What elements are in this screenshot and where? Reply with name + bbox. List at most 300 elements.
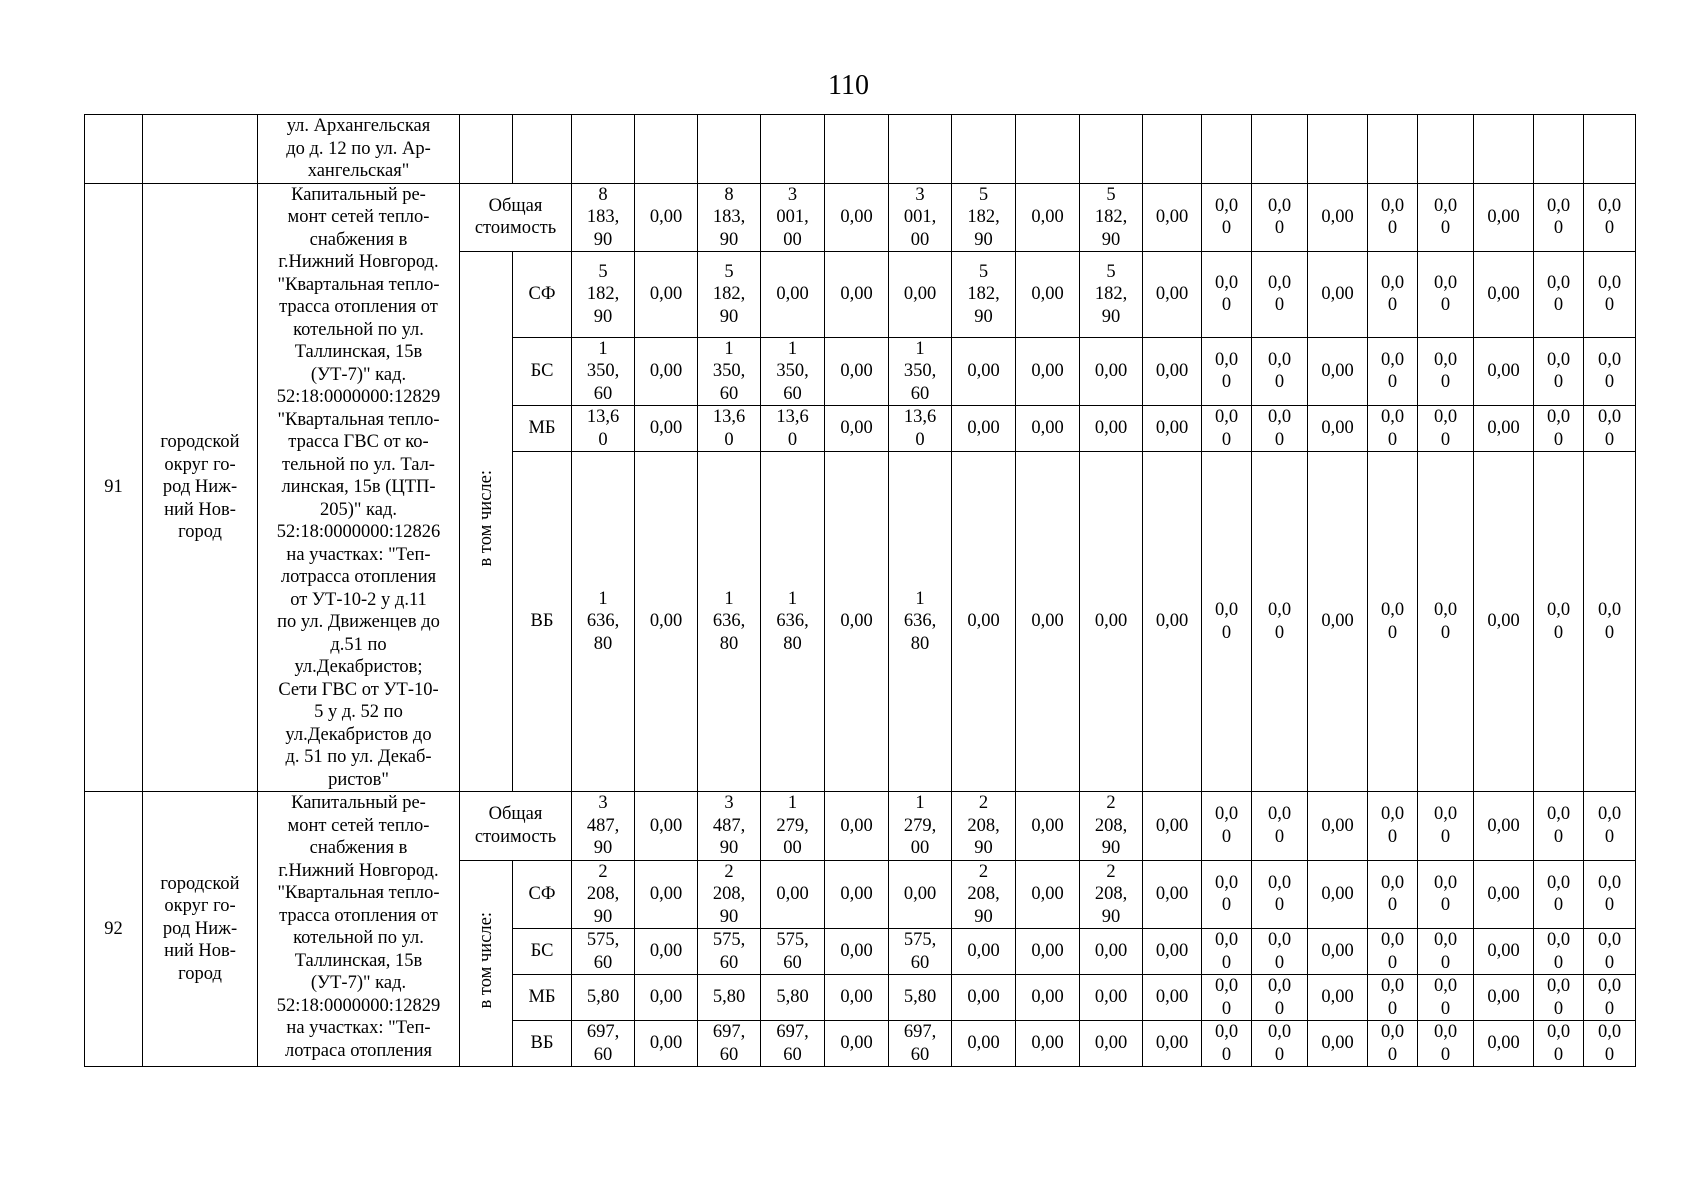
value-line: 00 bbox=[783, 838, 802, 858]
value-line: 0,0 bbox=[1433, 804, 1458, 825]
value-cell bbox=[1252, 452, 1308, 792]
value-cell bbox=[1016, 1021, 1080, 1067]
table-cell bbox=[1474, 115, 1534, 184]
value-cell bbox=[635, 975, 698, 1021]
value-line: 0,00 bbox=[967, 1033, 1000, 1054]
value-line: 90 bbox=[1101, 306, 1121, 327]
value-line: 0 bbox=[1221, 895, 1232, 916]
value-line: 90 bbox=[719, 906, 739, 927]
value-line: 0,0 bbox=[1597, 272, 1622, 293]
value-cell bbox=[1418, 1021, 1474, 1067]
value-cell bbox=[1418, 406, 1474, 452]
value-line: 0,0 bbox=[1267, 349, 1292, 370]
value-line: 0 bbox=[1553, 372, 1564, 393]
value-line: 0,0 bbox=[1433, 349, 1458, 370]
value-line: 1 bbox=[915, 793, 925, 813]
value-cell bbox=[1080, 337, 1143, 406]
value-line: 0,0 bbox=[1267, 930, 1292, 950]
value-cell bbox=[1080, 975, 1143, 1021]
value-cell bbox=[1474, 452, 1534, 792]
value-cell bbox=[1418, 452, 1474, 792]
value-line: 5 bbox=[1106, 261, 1116, 282]
value-line: 0,00 bbox=[1321, 941, 1354, 962]
total-cost-line: стоимость bbox=[474, 826, 557, 847]
value-line: 0,00 bbox=[1487, 884, 1520, 904]
value-cell bbox=[1202, 183, 1252, 252]
value-cell bbox=[952, 860, 1016, 929]
value-cell bbox=[1584, 183, 1636, 252]
value-line: 5 bbox=[724, 261, 734, 282]
value-line: 697, bbox=[586, 1022, 620, 1042]
value-line: 0 bbox=[1221, 429, 1232, 450]
value-line: 0,0 bbox=[1380, 272, 1405, 293]
value-cell bbox=[1252, 929, 1308, 975]
value-line: 0,00 bbox=[1031, 284, 1064, 304]
funding-source-label: МБ bbox=[513, 406, 572, 452]
program-table bbox=[84, 114, 1636, 1067]
description-line: (УТ-7)" кад. bbox=[310, 364, 407, 385]
value-cell bbox=[1202, 252, 1252, 338]
value-line: 0,0 bbox=[1546, 976, 1571, 996]
value-line: 636, bbox=[712, 611, 746, 632]
value-line: 0 bbox=[1221, 295, 1232, 316]
value-line: 0,0 bbox=[1546, 930, 1571, 950]
description-line: монт сетей тепло- bbox=[287, 207, 430, 227]
value-line: 182, bbox=[1094, 207, 1128, 227]
value-cell bbox=[1534, 975, 1584, 1021]
value-cell bbox=[1584, 406, 1636, 452]
territory-line: ний Нов- bbox=[164, 499, 236, 520]
value-cell bbox=[1584, 792, 1636, 861]
value-line: 0,00 bbox=[649, 941, 683, 962]
value-line: 60 bbox=[719, 1044, 739, 1065]
value-cell bbox=[1308, 183, 1368, 252]
value-line: 0 bbox=[1604, 895, 1615, 916]
value-line: 0,00 bbox=[903, 284, 937, 304]
value-line: 0,0 bbox=[1267, 976, 1292, 996]
value-cell bbox=[1080, 1021, 1143, 1067]
value-cell bbox=[1474, 183, 1534, 252]
value-line: 0,00 bbox=[1321, 987, 1354, 1008]
value-line: 80 bbox=[910, 633, 930, 654]
value-line: 0,00 bbox=[649, 284, 683, 304]
value-line: 0,0 bbox=[1214, 407, 1239, 427]
value-line: 350, bbox=[586, 361, 620, 381]
value-cell bbox=[1202, 1021, 1252, 1067]
value-line: 0,0 bbox=[1597, 872, 1622, 893]
description-line: "Квартальная тепло- bbox=[277, 409, 440, 430]
value-line: 208, bbox=[967, 815, 1000, 836]
value-line: 0,0 bbox=[1214, 272, 1239, 293]
value-line: 0 bbox=[1221, 622, 1232, 643]
value-cell bbox=[635, 337, 698, 406]
value-cell bbox=[635, 929, 698, 975]
value-line: 0 bbox=[1604, 1044, 1615, 1065]
value-line: 0,0 bbox=[1433, 976, 1458, 996]
value-line: 0 bbox=[787, 429, 798, 450]
value-line: 0,0 bbox=[1214, 804, 1239, 825]
value-cell bbox=[1534, 792, 1584, 861]
table-cell bbox=[460, 115, 513, 184]
value-line: 0,0 bbox=[1597, 349, 1622, 370]
value-line: 0 bbox=[1274, 998, 1285, 1019]
value-cell bbox=[1534, 1021, 1584, 1067]
value-line: 0 bbox=[1221, 952, 1232, 973]
value-cell bbox=[1202, 929, 1252, 975]
value-line: 487, bbox=[712, 815, 746, 836]
total-cost-line: стоимость bbox=[474, 218, 557, 239]
value-line: 80 bbox=[593, 633, 613, 654]
value-line: 0,0 bbox=[1433, 1022, 1458, 1042]
value-line: 90 bbox=[974, 229, 993, 250]
value-cell bbox=[1080, 452, 1143, 792]
value-line: 5,80 bbox=[586, 987, 620, 1008]
table-cell bbox=[952, 115, 1016, 184]
value-line: 0,00 bbox=[1155, 884, 1189, 904]
value-cell bbox=[1584, 860, 1636, 929]
value-line: 0 bbox=[1221, 1044, 1232, 1065]
value-cell bbox=[1368, 252, 1418, 338]
territory-line: род Ниж- bbox=[162, 477, 238, 497]
value-cell bbox=[1308, 975, 1368, 1021]
value-line: 0,00 bbox=[1155, 284, 1189, 304]
value-line: 0,00 bbox=[840, 418, 873, 439]
description-line: "Квартальная тепло- bbox=[277, 274, 440, 295]
value-cell bbox=[1534, 452, 1584, 792]
value-line: 0,0 bbox=[1597, 407, 1622, 427]
table-cell bbox=[143, 115, 258, 184]
funding-source-label: ВБ bbox=[513, 1021, 572, 1067]
description-line: тельной по ул. Тал- bbox=[282, 454, 435, 475]
description-line: на участках: "Теп- bbox=[286, 1018, 431, 1038]
territory-line: город bbox=[178, 522, 222, 542]
value-cell bbox=[889, 1021, 952, 1067]
value-cell bbox=[952, 1021, 1016, 1067]
value-line: 0 bbox=[1553, 1044, 1564, 1065]
value-cell bbox=[1080, 406, 1143, 452]
value-cell bbox=[635, 792, 698, 861]
value-line: 487, bbox=[586, 815, 620, 836]
value-cell bbox=[1080, 252, 1143, 338]
value-cell bbox=[761, 183, 825, 252]
value-cell bbox=[889, 452, 952, 792]
including-label bbox=[460, 860, 513, 1067]
value-cell bbox=[889, 929, 952, 975]
value-line: 0,00 bbox=[1321, 611, 1354, 632]
value-line: 1 bbox=[787, 338, 798, 359]
value-cell bbox=[1418, 792, 1474, 861]
value-cell bbox=[825, 337, 889, 406]
table-cell bbox=[825, 115, 889, 184]
value-line: 60 bbox=[593, 383, 613, 404]
value-cell bbox=[952, 792, 1016, 861]
value-line: 0 bbox=[1553, 218, 1564, 239]
value-line: 5,80 bbox=[712, 987, 746, 1008]
description-line: ул. Архангельская bbox=[286, 116, 431, 136]
description-line: Капитальный ре- bbox=[291, 184, 426, 205]
value-line: 0,00 bbox=[649, 207, 683, 227]
value-line: 2 bbox=[978, 793, 989, 813]
value-cell bbox=[1143, 252, 1202, 338]
table-cell bbox=[85, 115, 143, 184]
value-cell bbox=[952, 183, 1016, 252]
territory-line: ний Нов- bbox=[164, 941, 236, 962]
table-cell bbox=[1584, 115, 1636, 184]
value-cell bbox=[1534, 929, 1584, 975]
value-line: 3 bbox=[724, 793, 734, 813]
value-cell bbox=[1368, 183, 1418, 252]
value-line: 0,0 bbox=[1433, 872, 1458, 893]
value-cell bbox=[1143, 929, 1202, 975]
value-line: 0 bbox=[1221, 998, 1232, 1019]
description-line: до д. 12 по ул. Ар- bbox=[286, 138, 431, 159]
value-line: 0,0 bbox=[1380, 872, 1405, 893]
value-line: 1 bbox=[724, 588, 734, 609]
total-cost-label bbox=[460, 183, 572, 252]
value-line: 0,00 bbox=[1487, 987, 1520, 1008]
description-line: 205)" кад. bbox=[319, 499, 398, 520]
value-cell bbox=[761, 975, 825, 1021]
value-line: 0,00 bbox=[1094, 987, 1128, 1008]
value-cell bbox=[1474, 252, 1534, 338]
value-line: 0,00 bbox=[1487, 941, 1520, 962]
value-cell bbox=[1252, 860, 1308, 929]
value-cell bbox=[1080, 929, 1143, 975]
value-line: 0,00 bbox=[1031, 941, 1064, 962]
value-cell bbox=[1252, 792, 1308, 861]
value-cell bbox=[1308, 860, 1368, 929]
value-cell bbox=[572, 452, 635, 792]
value-line: 1 bbox=[724, 338, 734, 359]
value-line: 0 bbox=[1221, 372, 1232, 393]
territory-line: город bbox=[178, 963, 222, 984]
value-line: 0,00 bbox=[840, 815, 873, 836]
table-cell bbox=[258, 115, 460, 184]
value-line: 0 bbox=[1387, 295, 1398, 316]
value-line: 00 bbox=[783, 229, 802, 250]
value-line: 0,00 bbox=[1094, 941, 1128, 962]
description-line: линская, 15в (ЦТП- bbox=[281, 477, 436, 497]
description-line: Капитальный ре- bbox=[291, 793, 426, 813]
value-line: 60 bbox=[719, 952, 739, 973]
value-cell bbox=[889, 975, 952, 1021]
value-cell bbox=[1474, 975, 1534, 1021]
value-line: 182, bbox=[967, 207, 1000, 227]
value-cell bbox=[825, 860, 889, 929]
value-line: 697, bbox=[712, 1022, 746, 1042]
value-cell bbox=[889, 252, 952, 338]
value-cell bbox=[761, 1021, 825, 1067]
funding-source-label: ВБ bbox=[513, 452, 572, 792]
value-cell bbox=[635, 252, 698, 338]
description-line: трасса ГВС от ко- bbox=[288, 432, 429, 452]
value-line: 0,00 bbox=[1031, 207, 1064, 227]
value-line: 0 bbox=[1604, 372, 1615, 393]
value-line: 0,0 bbox=[1214, 195, 1239, 216]
value-cell bbox=[1534, 860, 1584, 929]
value-cell bbox=[825, 975, 889, 1021]
value-cell bbox=[1202, 337, 1252, 406]
table-cell bbox=[889, 115, 952, 184]
value-cell bbox=[825, 406, 889, 452]
value-line: 0 bbox=[1440, 429, 1451, 450]
description-line: 52:18:0000000:12829 bbox=[276, 387, 441, 407]
value-cell bbox=[635, 406, 698, 452]
value-line: 5 bbox=[978, 184, 989, 205]
table-cell bbox=[761, 115, 825, 184]
value-line: 575, bbox=[586, 930, 620, 950]
value-line: 0 bbox=[1387, 1044, 1398, 1065]
value-line: 0 bbox=[1440, 622, 1451, 643]
value-line: 0 bbox=[915, 429, 925, 450]
value-line: 0,0 bbox=[1380, 930, 1405, 950]
value-line: 0,00 bbox=[649, 361, 683, 381]
value-line: 183, bbox=[586, 207, 620, 227]
value-line: 0 bbox=[1440, 998, 1451, 1019]
value-line: 0 bbox=[1274, 218, 1285, 239]
description-line: 52:18:0000000:12826 bbox=[276, 522, 441, 542]
value-line: 001, bbox=[903, 207, 937, 227]
value-line: 0,0 bbox=[1433, 272, 1458, 293]
value-line: 60 bbox=[783, 383, 802, 404]
including-text: в том числе: bbox=[475, 470, 496, 567]
description-cell bbox=[258, 792, 460, 1067]
value-cell bbox=[1308, 792, 1368, 861]
value-cell bbox=[1143, 337, 1202, 406]
value-cell bbox=[1418, 252, 1474, 338]
value-cell bbox=[1474, 860, 1534, 929]
value-cell bbox=[952, 406, 1016, 452]
value-line: 0,00 bbox=[1321, 361, 1354, 381]
value-cell bbox=[952, 452, 1016, 792]
value-cell bbox=[825, 252, 889, 338]
value-cell bbox=[889, 183, 952, 252]
value-line: 90 bbox=[974, 906, 993, 927]
value-line: 0,00 bbox=[967, 361, 1000, 381]
value-line: 0 bbox=[1553, 295, 1564, 316]
value-cell bbox=[698, 1021, 761, 1067]
value-line: 183, bbox=[712, 207, 746, 227]
value-cell bbox=[1474, 1021, 1534, 1067]
value-line: 0,00 bbox=[649, 418, 683, 439]
value-line: 60 bbox=[910, 383, 930, 404]
value-line: 0,0 bbox=[1546, 804, 1571, 825]
value-line: 0 bbox=[1387, 952, 1398, 973]
value-line: 5,80 bbox=[776, 987, 809, 1008]
value-cell bbox=[1584, 975, 1636, 1021]
value-line: 1 bbox=[915, 588, 925, 609]
description-line: хангельская" bbox=[307, 161, 410, 181]
value-cell bbox=[1143, 452, 1202, 792]
value-cell bbox=[1202, 975, 1252, 1021]
value-line: 0,00 bbox=[840, 284, 873, 304]
value-cell bbox=[1418, 929, 1474, 975]
value-line: 575, bbox=[776, 930, 809, 950]
value-cell bbox=[572, 337, 635, 406]
value-line: 0 bbox=[1221, 826, 1232, 847]
value-cell bbox=[1202, 406, 1252, 452]
value-cell bbox=[1143, 860, 1202, 929]
value-cell bbox=[889, 337, 952, 406]
value-line: 0,00 bbox=[840, 941, 873, 962]
value-cell bbox=[1252, 975, 1308, 1021]
value-line: 0,0 bbox=[1597, 1022, 1622, 1042]
value-line: 0,00 bbox=[967, 418, 1000, 439]
description-line: Таллинская, 15в bbox=[294, 950, 423, 971]
value-line: 0 bbox=[1387, 429, 1398, 450]
description-line: котельной по ул. bbox=[293, 319, 424, 340]
value-line: 0 bbox=[724, 429, 734, 450]
value-cell bbox=[572, 406, 635, 452]
value-line: 0,00 bbox=[840, 987, 873, 1008]
value-line: 13,6 bbox=[586, 407, 620, 427]
table-cell bbox=[1202, 115, 1252, 184]
value-line: 8 bbox=[598, 184, 608, 205]
value-cell bbox=[761, 252, 825, 338]
value-line: 80 bbox=[719, 633, 739, 654]
value-cell bbox=[1308, 929, 1368, 975]
value-cell bbox=[1252, 252, 1308, 338]
value-line: 0,0 bbox=[1214, 976, 1239, 996]
value-cell bbox=[572, 183, 635, 252]
value-line: 0,00 bbox=[1155, 941, 1189, 962]
value-line: 0 bbox=[1440, 218, 1451, 239]
value-cell bbox=[761, 792, 825, 861]
value-line: 0 bbox=[1274, 952, 1285, 973]
value-line: 5 bbox=[1106, 184, 1116, 205]
value-line: 0,00 bbox=[1094, 418, 1128, 439]
value-line: 0,00 bbox=[776, 284, 809, 304]
value-cell bbox=[1202, 452, 1252, 792]
total-cost-line: Общая bbox=[488, 804, 543, 825]
value-cell bbox=[1308, 1021, 1368, 1067]
value-line: 697, bbox=[903, 1022, 937, 1042]
value-line: 0,0 bbox=[1380, 407, 1405, 427]
value-line: 60 bbox=[719, 383, 739, 404]
value-cell bbox=[952, 252, 1016, 338]
value-cell bbox=[825, 929, 889, 975]
value-line: 60 bbox=[593, 1044, 613, 1065]
value-line: 208, bbox=[1094, 884, 1128, 904]
value-line: 0 bbox=[1440, 952, 1451, 973]
value-cell bbox=[1016, 183, 1080, 252]
description-line: трасса отопления от bbox=[279, 905, 438, 926]
value-line: 0,0 bbox=[1597, 195, 1622, 216]
value-line: 1 bbox=[598, 338, 608, 359]
value-line: 0,0 bbox=[1267, 804, 1292, 825]
table-row bbox=[85, 792, 1636, 861]
value-cell bbox=[1016, 252, 1080, 338]
value-cell bbox=[1584, 1021, 1636, 1067]
value-cell bbox=[1080, 860, 1143, 929]
value-line: 0 bbox=[1274, 1044, 1285, 1065]
value-cell bbox=[1474, 929, 1534, 975]
table-cell bbox=[1308, 115, 1368, 184]
value-line: 0,00 bbox=[649, 611, 683, 632]
value-line: 0,0 bbox=[1267, 1022, 1292, 1042]
value-line: 0 bbox=[1553, 998, 1564, 1019]
description-line: ристов" bbox=[328, 769, 389, 790]
value-line: 2 bbox=[1106, 793, 1116, 813]
value-line: 0,00 bbox=[967, 987, 1000, 1008]
value-cell bbox=[1143, 975, 1202, 1021]
value-cell bbox=[889, 792, 952, 861]
table-cell bbox=[572, 115, 635, 184]
value-line: 0,00 bbox=[1321, 284, 1354, 304]
description-line: лотраса отопления bbox=[284, 1040, 433, 1061]
value-cell bbox=[572, 252, 635, 338]
value-line: 0,00 bbox=[1155, 611, 1189, 632]
